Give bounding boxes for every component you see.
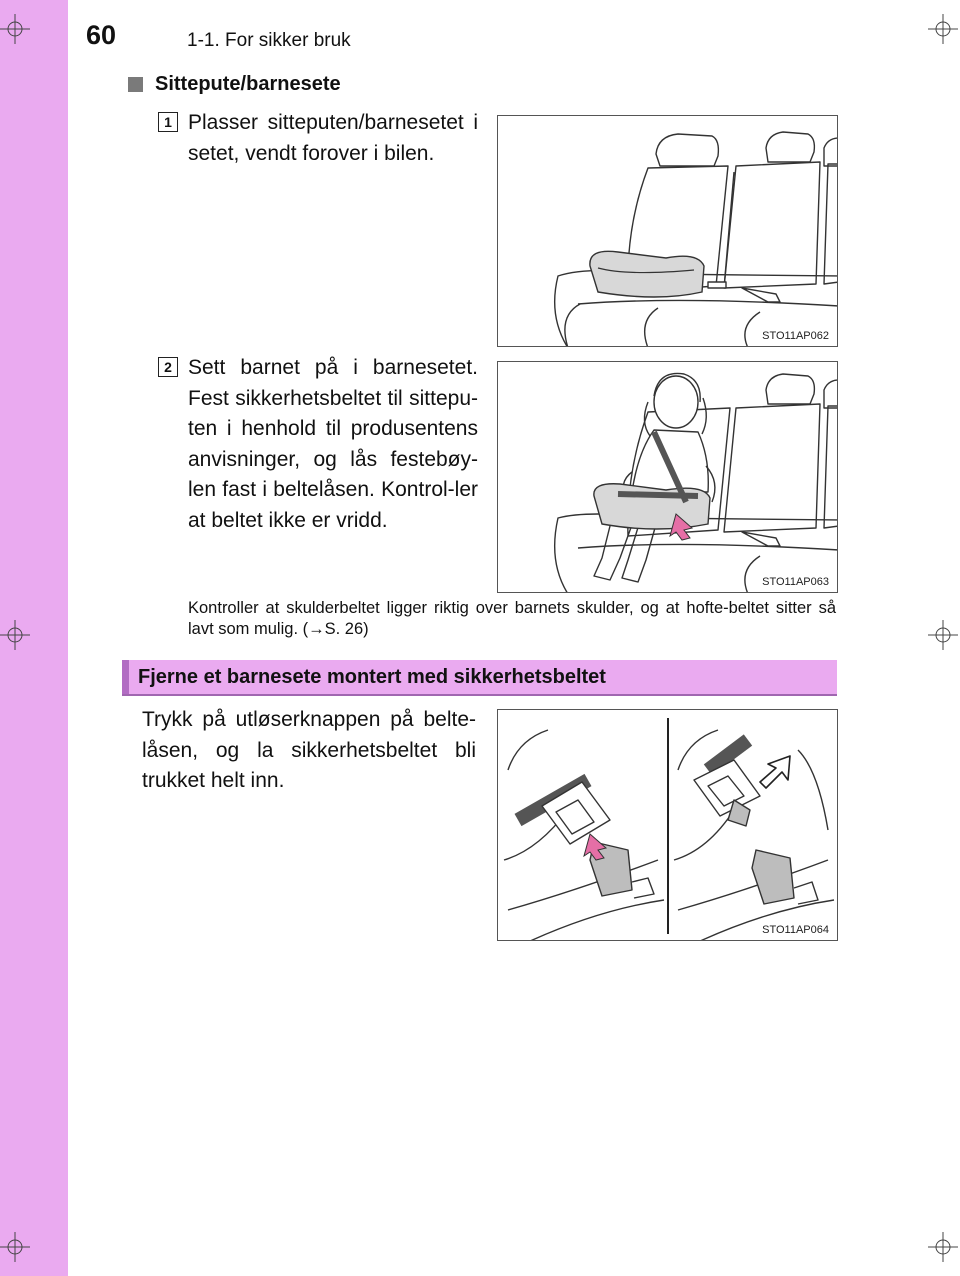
- crop-mark-bottom-right: [928, 1232, 958, 1262]
- removal-text: Trykk på utløserknappen på belte-låsen, og la sikkerhetsbeltet bli trukket helt inn.: [142, 708, 476, 792]
- crop-mark-top-right: [928, 14, 958, 44]
- crop-mark-top-left: [0, 14, 30, 44]
- section-title-text: Sittepute/barnesete: [155, 73, 341, 95]
- step-badge-1: 1: [158, 112, 178, 132]
- figure-code: STO11AP063: [762, 576, 829, 588]
- figure-belt-release: [497, 709, 838, 941]
- figure-code: STO11AP064: [762, 924, 829, 936]
- crop-mark-mid-right: [928, 620, 958, 650]
- section-title: [128, 73, 341, 96]
- banner-title: Fjerne et barnesete montert med sikkerhetsbeltet: [138, 666, 606, 688]
- figure-child-in-booster: [497, 361, 838, 593]
- step-1-text: Plasser sitteputen/barnesetet i setet, vendt forover i bilen.: [188, 111, 478, 165]
- crop-mark-mid-left: [0, 620, 30, 650]
- page-number: 60: [86, 20, 117, 50]
- step-badge-2: 2: [158, 357, 178, 377]
- square-bullet-icon: [128, 77, 143, 92]
- banner-accent: [122, 660, 129, 694]
- figure-code: STO11AP062: [762, 330, 829, 342]
- crop-mark-bottom-left: [0, 1232, 30, 1262]
- note-text: Kontroller at skulderbeltet ligger riktig over barnets skulder, og at hofte-beltet sitter så lavt som mulig. (→S. 26): [188, 599, 836, 638]
- figure-booster-seat: [497, 115, 838, 347]
- running-header: 1-1. For sikker bruk: [187, 30, 351, 51]
- subsection-banner: [122, 660, 837, 696]
- step-2-text: Sett barnet på i barnesetet. Fest sikkerhetsbeltet til sittepu-ten i henhold til produsentens anvisninger, og lås festebøy-len fast i beltelåsen. Kontrol-ler at beltet ikke er vridd.: [188, 356, 478, 532]
